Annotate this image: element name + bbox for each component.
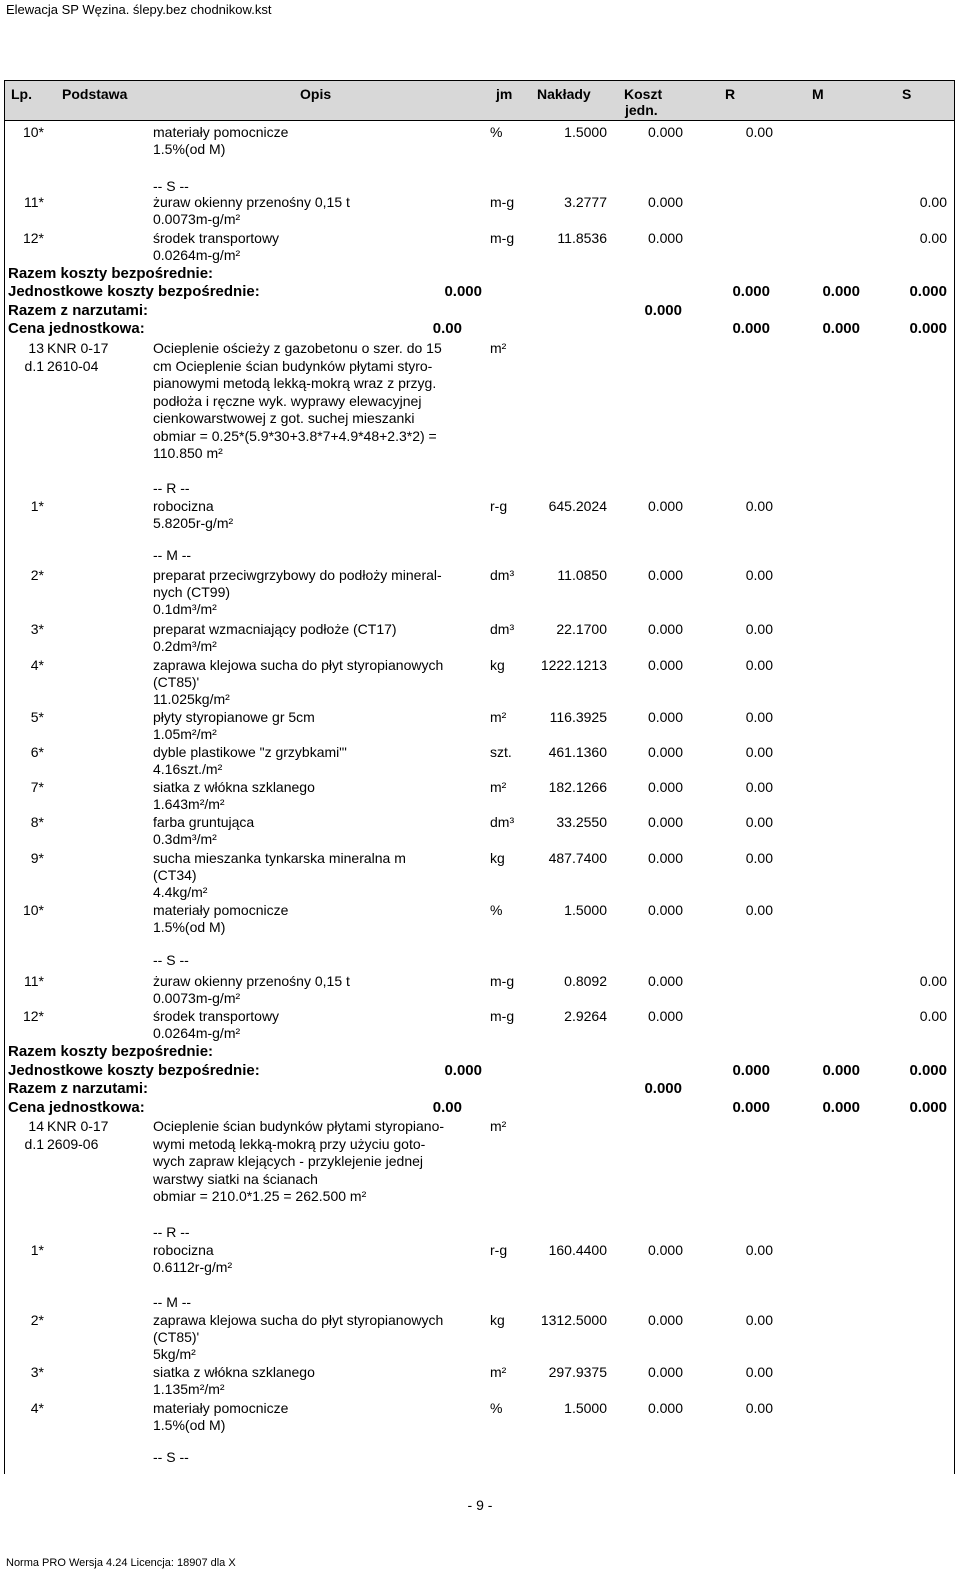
unit-cost: 0.000: [647, 709, 683, 725]
unit-cost: 0.000: [647, 124, 683, 140]
quantity: 160.4400: [548, 1242, 607, 1258]
description-line-2: (CT85)': [153, 674, 200, 690]
quantity: 22.1700: [556, 621, 607, 637]
description: sucha mieszanka tynkarska mineralna m: [153, 850, 406, 866]
description: preparat przeciwgrzybowy do podłoży mineral-: [153, 567, 442, 583]
value-s: 0.00: [919, 973, 947, 989]
position-number: 8*: [30, 814, 44, 830]
value: 0.00: [745, 1400, 773, 1416]
unit: m²: [490, 709, 507, 725]
footer-license: Norma PRO Wersja 4.24 Licencja: 18907 dla X: [6, 1557, 236, 1569]
description-line-2: 1.135m²/m²: [153, 1381, 225, 1397]
description-line: cm Ocieplenie ścian budynków płytami styro-: [153, 357, 433, 374]
description-line-2: 1.05m²/m²: [153, 726, 217, 742]
description: preparat wzmacniający podłoże (CT17): [153, 621, 397, 637]
summary-value-1: 0.000: [644, 1080, 682, 1097]
summary-value-r: 0.000: [732, 320, 770, 337]
description: robocizna: [153, 1242, 214, 1258]
value-s: 0.00: [919, 230, 947, 246]
position-number: 7*: [30, 779, 44, 795]
summary-value-m: 0.000: [822, 1062, 860, 1079]
header-koszt-jedn: jedn.: [625, 102, 658, 118]
header-koszt: Koszt: [624, 86, 663, 102]
position-number: 3*: [30, 1364, 44, 1380]
unit-cost: 0.000: [647, 779, 683, 795]
value-s: 0.00: [919, 194, 947, 210]
position-number: 2*: [30, 567, 44, 583]
unit-cost: 0.000: [647, 1400, 683, 1416]
unit: r-g: [490, 498, 508, 514]
position-number: 3*: [30, 621, 44, 637]
unit: dm³: [490, 814, 515, 830]
header-s: S: [902, 86, 912, 102]
quantity: 0.8092: [564, 973, 607, 989]
description: zaprawa klejowa sucha do płyt styropianowych: [153, 1312, 444, 1328]
quantity: 461.1360: [548, 744, 607, 760]
description: żuraw okienny przenośny 0,15 t: [153, 973, 350, 989]
summary-value-1: 0.000: [444, 283, 482, 300]
unit-cost: 0.000: [647, 973, 683, 989]
unit-cost: 0.000: [647, 567, 683, 583]
page-number: - 9 -: [467, 1497, 493, 1513]
unit: %: [490, 1400, 503, 1416]
summary-value-m: 0.000: [822, 1099, 860, 1116]
summary-value-r: 0.000: [732, 1062, 770, 1079]
description: farba gruntująca: [153, 814, 255, 830]
value: 0.00: [745, 814, 773, 830]
value: 0.00: [745, 744, 773, 760]
description: siatka z włókna szklanego: [153, 779, 315, 795]
description-line: wych zapraw klejących - przyklejenie jednej: [153, 1153, 424, 1169]
description-line-3: 5kg/m²: [153, 1346, 196, 1362]
description-line: obmiar = 0.25*(5.9*30+3.8*7+4.9*48+2.3*2) =: [153, 427, 437, 444]
value: 0.00: [745, 498, 773, 514]
unit: r-g: [490, 1242, 508, 1258]
description-line-2: 0.0073m-g/m²: [153, 990, 241, 1006]
description-line: pianowymi metodą lekką-mokrą wraz z przyg.: [153, 375, 437, 391]
position-number: 9*: [30, 850, 44, 866]
unit: m²: [490, 779, 507, 795]
summary-value-1: 0.00: [432, 320, 462, 337]
summary-value-m: 0.000: [822, 283, 860, 300]
unit: kg: [490, 657, 505, 673]
unit-cost: 0.000: [647, 1242, 683, 1258]
description-line-2: 1.5%(od M): [153, 141, 226, 157]
unit-cost: 0.000: [647, 1364, 683, 1380]
quantity: 1222.1213: [540, 657, 607, 673]
unit: m-g: [490, 230, 515, 246]
description: środek transportowy: [153, 1008, 280, 1024]
description: środek transportowy: [153, 230, 280, 246]
summary-label: Cena jednostkowa:: [8, 1099, 145, 1116]
position-number: 10*: [22, 902, 44, 918]
value: 0.00: [745, 621, 773, 637]
unit: m²: [490, 1118, 507, 1134]
value-s: 0.00: [919, 1008, 947, 1024]
description-line: obmiar = 210.0*1.25 = 262.500 m²: [153, 1188, 367, 1204]
unit: m²: [490, 340, 507, 356]
summary-value-1: 0.000: [444, 1062, 482, 1079]
quantity: 3.2777: [564, 194, 607, 210]
unit-cost: 0.000: [647, 744, 683, 760]
quantity: 297.9375: [548, 1364, 607, 1380]
unit: m-g: [490, 973, 515, 989]
position-number: 12*: [22, 1008, 44, 1024]
header-r: R: [725, 86, 736, 102]
header-m: M: [812, 86, 824, 102]
position-number: 10*: [22, 124, 44, 140]
description-line-2: 1.5%(od M): [153, 919, 226, 935]
section-marker: -- M --: [153, 547, 192, 563]
summary-value-m: 0.000: [822, 320, 860, 337]
summary-label: Jednostkowe koszty bezpośrednie:: [8, 283, 260, 300]
description: płyty styropianowe gr 5cm: [153, 709, 315, 725]
summary-label: Razem z narzutami:: [8, 1080, 149, 1097]
position-number: 4*: [30, 1400, 44, 1416]
summary-value-s: 0.000: [909, 283, 947, 300]
description-line-3: 0.1dm³/m²: [153, 601, 217, 617]
description-line: podłoża i ręczne wyk. wyprawy elewacyjnej: [153, 392, 422, 409]
summary-value-r: 0.000: [732, 283, 770, 300]
quantity: 1.5000: [564, 902, 607, 918]
position-suffix: d.1: [24, 358, 44, 374]
document-title: Elewacja SP Węzina. ślepy.bez chodnikow.kst: [6, 2, 272, 17]
header-podstawa: Podstawa: [62, 86, 128, 102]
position-number: 12*: [22, 230, 44, 246]
description-line-2: (CT34): [153, 867, 197, 883]
description-line-2: 0.2dm³/m²: [153, 638, 217, 654]
unit: szt.: [490, 744, 512, 760]
position-number: 11*: [24, 194, 44, 210]
position-number: 1*: [30, 498, 44, 514]
unit: kg: [490, 1312, 505, 1328]
section-marker: -- S --: [153, 178, 189, 194]
summary-title: Razem koszty bezpośrednie:: [8, 265, 214, 282]
description: żuraw okienny przenośny 0,15 t: [153, 194, 350, 210]
description-line-2: 0.0264m-g/m²: [153, 1025, 241, 1041]
description-line-2: 5.8205r-g/m²: [153, 515, 234, 531]
table-border-left: [4, 80, 5, 1474]
value: 0.00: [745, 850, 773, 866]
basis-code: KNR 0-17: [47, 340, 109, 356]
header-jm: jm: [496, 86, 513, 102]
header-naklady: Nakłady: [537, 86, 591, 102]
description-line-2: 1.643m²/m²: [153, 796, 225, 812]
unit-cost: 0.000: [647, 814, 683, 830]
basis-code: KNR 0-17: [47, 1118, 109, 1134]
section-marker: -- M --: [153, 1294, 192, 1310]
unit: kg: [490, 850, 505, 866]
unit-cost: 0.000: [647, 621, 683, 637]
description-line-2: nych (CT99): [153, 584, 231, 600]
unit-cost: 0.000: [647, 1008, 683, 1024]
section-marker: -- R --: [153, 480, 190, 496]
value: 0.00: [745, 902, 773, 918]
unit-cost: 0.000: [647, 194, 683, 210]
value: 0.00: [745, 1364, 773, 1380]
quantity: 11.0850: [557, 567, 607, 583]
quantity: 1312.5000: [540, 1312, 607, 1328]
unit: %: [490, 902, 503, 918]
table-border-top: [4, 80, 955, 81]
description: materiały pomocnicze: [153, 124, 289, 140]
description: zaprawa klejowa sucha do płyt styropianowych: [153, 657, 444, 673]
section-marker: -- S --: [153, 952, 189, 968]
description: dyble plastikowe "z grzybkami"': [153, 744, 347, 760]
description-line: Ocieplenie ścian budynków płytami styropiano-: [153, 1118, 445, 1134]
quantity: 11.8536: [557, 230, 607, 246]
unit: dm³: [490, 621, 515, 637]
value: 0.00: [745, 779, 773, 795]
quantity: 33.2550: [556, 814, 607, 830]
quantity: 1.5000: [564, 1400, 607, 1416]
description-line: Ocieplenie ościeży z gazobetonu o szer. do 15: [153, 340, 442, 356]
description-line-2: 0.3dm³/m²: [153, 831, 217, 847]
description-line-3: 4.4kg/m²: [153, 884, 208, 900]
basis-number: 2610-04: [47, 358, 99, 374]
description-line: warstwy siatki na ścianach: [153, 1170, 318, 1187]
summary-value-s: 0.000: [909, 320, 947, 337]
description: siatka z włókna szklanego: [153, 1364, 315, 1380]
summary-value-r: 0.000: [732, 1099, 770, 1116]
description-line: cienkowarstwowej z got. suchej mieszanki: [153, 410, 415, 426]
summary-value-s: 0.000: [909, 1062, 947, 1079]
header-lp: Lp.: [11, 86, 32, 102]
position-suffix: d.1: [24, 1136, 44, 1152]
unit-cost: 0.000: [647, 850, 683, 866]
header-opis: Opis: [300, 86, 332, 102]
description: materiały pomocnicze: [153, 902, 289, 918]
value: 0.00: [745, 657, 773, 673]
header-divider: [4, 120, 955, 121]
unit: %: [490, 124, 503, 140]
quantity: 1.5000: [564, 124, 607, 140]
summary-title: Razem koszty bezpośrednie:: [8, 1043, 214, 1060]
description-line-2: (CT85)': [153, 1329, 200, 1345]
summary-label: Jednostkowe koszty bezpośrednie:: [8, 1062, 260, 1079]
description-line-2: 1.5%(od M): [153, 1417, 226, 1433]
position-number: 13: [28, 340, 44, 356]
value: 0.00: [745, 709, 773, 725]
section-marker: -- S --: [153, 1449, 189, 1465]
value: 0.00: [745, 124, 773, 140]
unit-cost: 0.000: [647, 657, 683, 673]
unit: m-g: [490, 194, 515, 210]
summary-value-1: 0.00: [432, 1099, 462, 1116]
unit: m²: [490, 1364, 507, 1380]
quantity: 182.1266: [548, 779, 607, 795]
description-line-2: 0.0073m-g/m²: [153, 211, 241, 227]
description-line-2: 4.16szt./m²: [153, 761, 223, 777]
unit: m-g: [490, 1008, 515, 1024]
table-border-right: [954, 80, 955, 1474]
summary-label: Cena jednostkowa:: [8, 320, 145, 337]
unit: dm³: [490, 567, 515, 583]
position-number: 6*: [30, 744, 44, 760]
section-marker: -- R --: [153, 1224, 190, 1240]
summary-label: Razem z narzutami:: [8, 302, 149, 319]
quantity: 645.2024: [548, 498, 607, 514]
quantity: 116.3925: [549, 709, 607, 725]
unit-cost: 0.000: [647, 1312, 683, 1328]
position-number: 4*: [30, 657, 44, 673]
description-line-2: 0.0264m-g/m²: [153, 247, 241, 263]
description-line: wymi metodą lekką-mokrą przy użyciu goto-: [153, 1135, 426, 1152]
summary-value-s: 0.000: [909, 1099, 947, 1116]
position-number: 5*: [30, 709, 44, 725]
description-line: 110.850 m²: [153, 445, 223, 461]
position-number: 2*: [30, 1312, 44, 1328]
value: 0.00: [745, 567, 773, 583]
unit-cost: 0.000: [647, 498, 683, 514]
value: 0.00: [745, 1312, 773, 1328]
unit-cost: 0.000: [647, 902, 683, 918]
description: robocizna: [153, 498, 214, 514]
description-line-3: 11.025kg/m²: [153, 691, 230, 707]
summary-value-1: 0.000: [644, 302, 682, 319]
unit-cost: 0.000: [647, 230, 683, 246]
position-number: 14: [28, 1118, 44, 1134]
value: 0.00: [745, 1242, 773, 1258]
quantity: 487.7400: [548, 850, 607, 866]
position-number: 1*: [30, 1242, 44, 1258]
position-number: 11*: [24, 973, 44, 989]
description-line-2: 0.6112r-g/m²: [153, 1259, 233, 1275]
basis-number: 2609-06: [47, 1136, 99, 1152]
quantity: 2.9264: [564, 1008, 607, 1024]
description: materiały pomocnicze: [153, 1400, 289, 1416]
